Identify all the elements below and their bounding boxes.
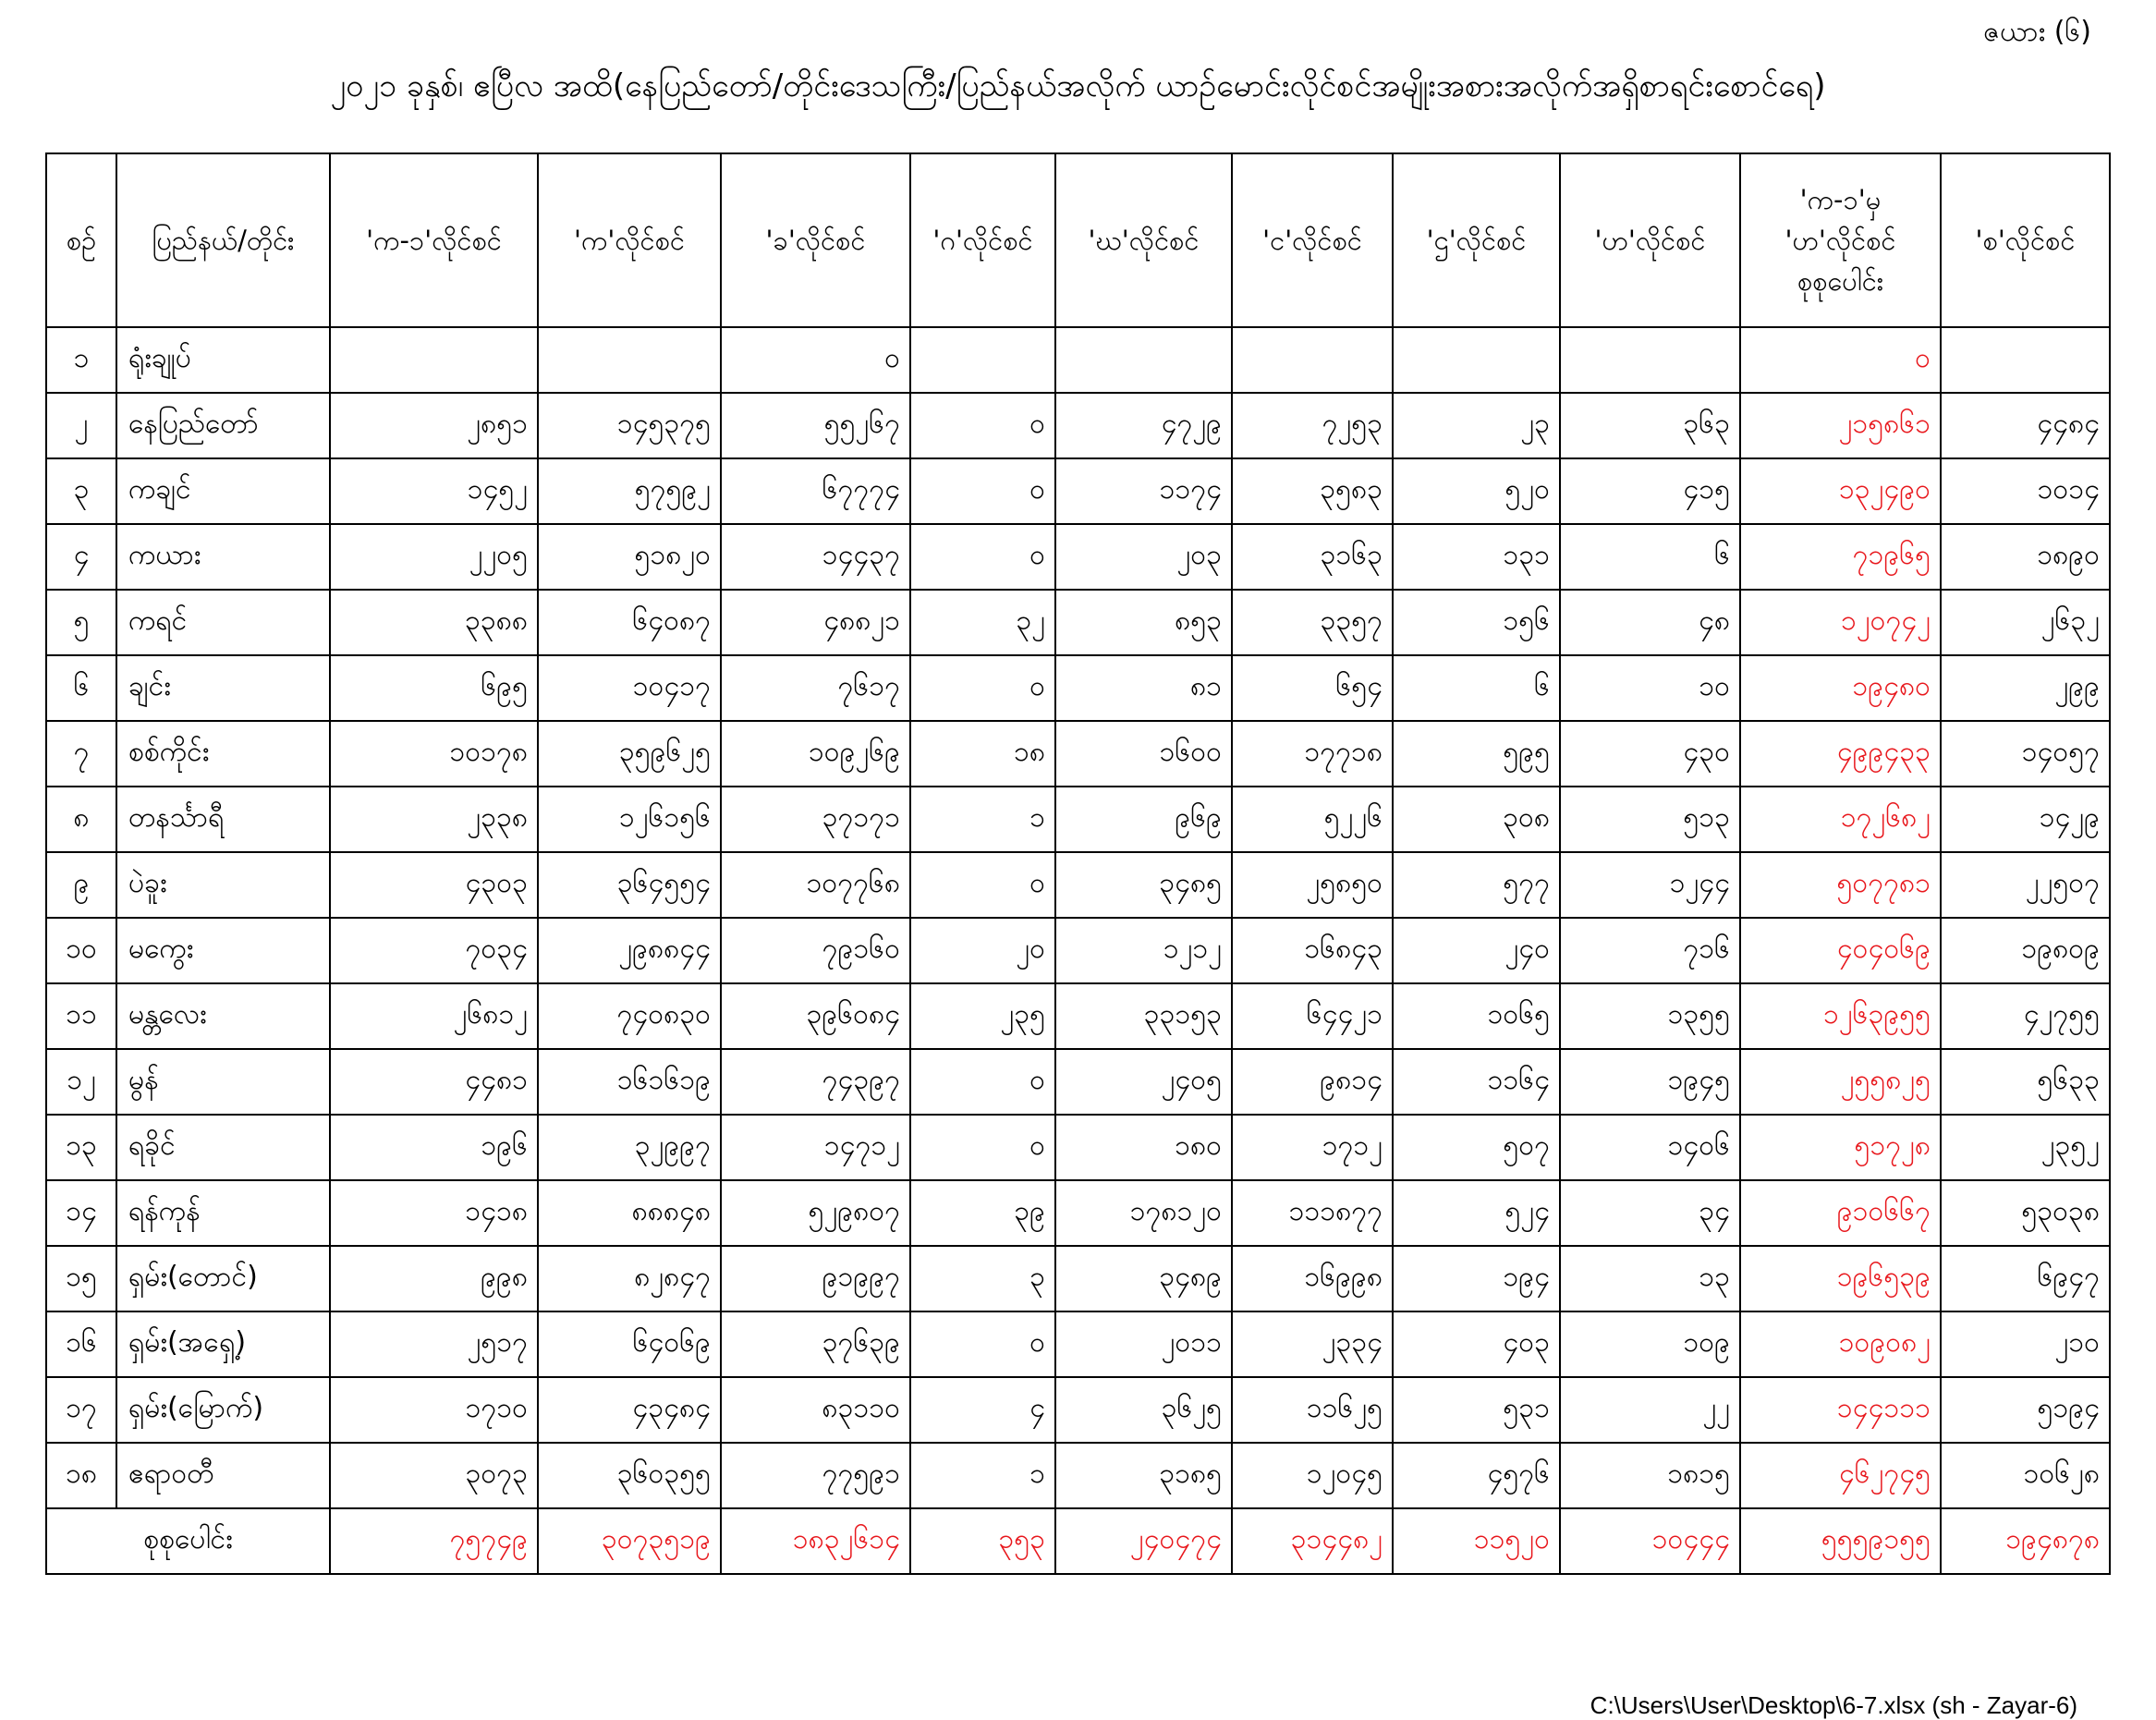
row-total-cell: ၄၉၉၄၃၃	[1740, 721, 1941, 787]
header-cell: 'က'လိုင်စင်	[538, 153, 721, 327]
value-cell: ၁၀၇၇၆၈	[721, 852, 910, 918]
row-number-cell: ၄	[46, 524, 116, 590]
value-cell: ၃၇၁၇၁	[721, 787, 910, 852]
value-cell: ၀	[910, 1115, 1055, 1180]
region-name-cell: ရန်ကုန်	[116, 1180, 330, 1246]
value-cell	[1941, 327, 2110, 393]
value-cell: ၁၀	[1560, 655, 1740, 721]
value-cell: ၅၁၃	[1560, 787, 1740, 852]
table-row	[46, 393, 2110, 458]
row-number-cell: ၁၈	[46, 1443, 116, 1508]
header-cell: 'က-၁'မှ 'ဟ'လိုင်စင် စုစုပေါင်း	[1740, 153, 1941, 327]
row-number-cell: ၅	[46, 590, 116, 655]
value-cell: ၃၃၅၇	[1232, 590, 1393, 655]
table-row	[46, 1246, 2110, 1311]
value-cell: ၃၆၂၅	[1055, 1377, 1232, 1443]
value-cell: ၁၇၁၂	[1232, 1115, 1393, 1180]
value-cell: ၁၇၈၁၂၀	[1055, 1180, 1232, 1246]
value-cell: ၂၃၅၂	[1941, 1115, 2110, 1180]
value-cell: ၇၄၀၈၃၀	[538, 983, 721, 1049]
region-name-cell: မန္တလေး	[116, 983, 330, 1049]
value-cell: ၁၉၄	[1393, 1246, 1560, 1311]
row-total-cell: ၅၀၇၇၈၁	[1740, 852, 1941, 918]
total-cell: ၅၅၅၉၁၅၅	[1740, 1508, 1941, 1574]
value-cell: ၅၀၇	[1393, 1115, 1560, 1180]
value-cell: ၇၀၃၄	[330, 918, 538, 983]
value-cell: ၃၅၈၃	[1232, 458, 1393, 524]
value-cell: ၂၉၈၈၄၄	[538, 918, 721, 983]
header-cell: စဉ်	[46, 153, 116, 327]
value-cell: ၁၀၆၂၈	[1941, 1443, 2110, 1508]
row-total-cell: ၁၄၄၁၁၁	[1740, 1377, 1941, 1443]
value-cell: ၁၆၀၀	[1055, 721, 1232, 787]
value-cell: ၃၀၈	[1393, 787, 1560, 852]
value-cell: ၃၄	[1560, 1180, 1740, 1246]
region-name-cell: မွန်	[116, 1049, 330, 1115]
value-cell: ၀	[910, 655, 1055, 721]
value-cell: ၃၃၈၈	[330, 590, 538, 655]
region-name-cell: ရှမ်း(တောင်)	[116, 1246, 330, 1311]
value-cell: ၁၄၇၁၂	[721, 1115, 910, 1180]
value-cell: ၁၄၄၃၇	[721, 524, 910, 590]
value-cell: ၄၇၂၉	[1055, 393, 1232, 458]
value-cell: ၁၇၁၀	[330, 1377, 538, 1443]
value-cell	[1055, 327, 1232, 393]
value-cell: ၃၁၆၃	[1232, 524, 1393, 590]
value-cell: ၃၃၁၅၃	[1055, 983, 1232, 1049]
total-cell: ၂၄၀၄၇၄	[1055, 1508, 1232, 1574]
row-total-cell: ၁၂၆၃၉၅၅	[1740, 983, 1941, 1049]
region-name-cell: စစ်ကိုင်း	[116, 721, 330, 787]
row-total-cell: ၄၀၄၀၆၉	[1740, 918, 1941, 983]
row-total-cell: ၇၁၉၆၅	[1740, 524, 1941, 590]
value-cell: ၁၀၁၄	[1941, 458, 2110, 524]
value-cell: ၁၂၄၄	[1560, 852, 1740, 918]
total-cell: ၁၁၅၂၀	[1393, 1508, 1560, 1574]
value-cell: ၄	[910, 1377, 1055, 1443]
value-cell: ၁၈၀	[1055, 1115, 1232, 1180]
value-cell: ၄၃၀	[1560, 721, 1740, 787]
value-cell: ၁၆၁၆၁၉	[538, 1049, 721, 1115]
row-total-cell: ၂၅၅၈၂၅	[1740, 1049, 1941, 1115]
value-cell: ၂၂	[1560, 1377, 1740, 1443]
value-cell: ၃၉၆၀၈၄	[721, 983, 910, 1049]
value-cell: ၉၆၉	[1055, 787, 1232, 852]
value-cell: ၁၈၁၅	[1560, 1443, 1740, 1508]
header-cell: 'က-၁'လိုင်စင်	[330, 153, 538, 327]
value-cell: ၆၉၅	[330, 655, 538, 721]
totals-label: စုစုပေါင်း	[46, 1508, 330, 1574]
value-cell: ၇၆၁၇	[721, 655, 910, 721]
value-cell: ၈၈၈၄၈	[538, 1180, 721, 1246]
row-total-cell: ၅၁၇၂၈	[1740, 1115, 1941, 1180]
table-row	[46, 1377, 2110, 1443]
value-cell: ၈၅၃	[1055, 590, 1232, 655]
value-cell: ၉၁၉၉၇	[721, 1246, 910, 1311]
value-cell: ၅၅၂၆၇	[721, 393, 910, 458]
value-cell: ၂၅၈၅၀	[1232, 852, 1393, 918]
value-cell: ၁၄၁၈	[330, 1180, 538, 1246]
value-cell: ၂၆၃၂	[1941, 590, 2110, 655]
value-cell: ၂၈၅၁	[330, 393, 538, 458]
row-total-cell: ၉၁၀၆၆၇	[1740, 1180, 1941, 1246]
value-cell: ၅၂၉၈၀၇	[721, 1180, 910, 1246]
value-cell: ၂၃၃၈	[330, 787, 538, 852]
value-cell	[1560, 327, 1740, 393]
total-cell: ၁၉၄၈၇၈	[1941, 1508, 2110, 1574]
table-row	[46, 1180, 2110, 1246]
header-cell: 'ဟ'လိုင်စင်	[1560, 153, 1740, 327]
value-cell: ၃၉	[910, 1180, 1055, 1246]
value-cell: ၆၄၄၂၁	[1232, 983, 1393, 1049]
value-cell: ၂၃၃၄	[1232, 1311, 1393, 1377]
row-total-cell: ၁၃၂၄၉၀	[1740, 458, 1941, 524]
value-cell: ၉၈၁၄	[1232, 1049, 1393, 1115]
region-name-cell: မကွေး	[116, 918, 330, 983]
header-cell: 'င'လိုင်စင်	[1232, 153, 1393, 327]
row-total-cell: ၁၉၄၈၀	[1740, 655, 1941, 721]
value-cell: ၄၅၇၆	[1393, 1443, 1560, 1508]
value-cell: ၅၇၅၉၂	[538, 458, 721, 524]
value-cell: ၄၄၈၁	[330, 1049, 538, 1115]
total-cell: ၁၀၄၄၄	[1560, 1508, 1740, 1574]
value-cell: ၁၁၆၄	[1393, 1049, 1560, 1115]
value-cell: ၄၂၇၅၅	[1941, 983, 2110, 1049]
header-cell: 'ခ'လိုင်စင်	[721, 153, 910, 327]
value-cell: ၂၉၉	[1941, 655, 2110, 721]
total-cell: ၃၁၄၄၈၂	[1232, 1508, 1393, 1574]
value-cell: ၃	[910, 1246, 1055, 1311]
row-total-cell: ၁၀၉၀၈၂	[1740, 1311, 1941, 1377]
value-cell: ၃၆၀၃၅၅	[538, 1443, 721, 1508]
table-number-label: ဇယား (၆)	[1983, 16, 2091, 48]
value-cell: ၆	[1393, 655, 1560, 721]
value-cell: ၃၆၃	[1560, 393, 1740, 458]
value-cell: ၁၀၁၇၈	[330, 721, 538, 787]
row-number-cell: ၈	[46, 787, 116, 852]
row-number-cell: ၁၂	[46, 1049, 116, 1115]
value-cell: ၂၀	[910, 918, 1055, 983]
value-cell: ၄၈	[1560, 590, 1740, 655]
value-cell: ၁၉၄၅	[1560, 1049, 1740, 1115]
total-cell: ၁၈၃၂၆၁၄	[721, 1508, 910, 1574]
row-total-cell: ၁၂၀၇၄၂	[1740, 590, 1941, 655]
value-cell: ၁	[910, 1443, 1055, 1508]
value-cell: ၁၁၆၂၅	[1232, 1377, 1393, 1443]
value-cell: ၅၂၀	[1393, 458, 1560, 524]
value-cell: ၂၅၁၇	[330, 1311, 538, 1377]
region-name-cell: ရှမ်း(အရှေ့)	[116, 1311, 330, 1377]
value-cell: ၁၀၄၁၇	[538, 655, 721, 721]
row-number-cell: ၁၅	[46, 1246, 116, 1311]
value-cell: ၁၄၀၅၇	[1941, 721, 2110, 787]
value-cell: ၅၂၂၆	[1232, 787, 1393, 852]
value-cell: ၁၁၇၄	[1055, 458, 1232, 524]
row-number-cell: ၃	[46, 458, 116, 524]
table-header-row	[46, 153, 2110, 327]
row-total-cell: ၂၁၅၈၆၁	[1740, 393, 1941, 458]
value-cell	[1232, 327, 1393, 393]
value-cell: ၅၃၀၃၈	[1941, 1180, 2110, 1246]
value-cell: ၃၅၉၆၂၅	[538, 721, 721, 787]
value-cell: ၁၃	[1560, 1246, 1740, 1311]
value-cell: ၄၈၈၂၁	[721, 590, 910, 655]
value-cell: ၅၃၁	[1393, 1377, 1560, 1443]
row-number-cell: ၁၀	[46, 918, 116, 983]
value-cell: ၆၇၇၇၄	[721, 458, 910, 524]
table-row	[46, 327, 2110, 393]
table-row	[46, 1049, 2110, 1115]
region-name-cell: ကရင်	[116, 590, 330, 655]
value-cell: ၁၄၂၉	[1941, 787, 2110, 852]
value-cell: ၇၄၃၉၇	[721, 1049, 910, 1115]
value-cell: ၆၄၀၈၇	[538, 590, 721, 655]
table-row	[46, 852, 2110, 918]
row-number-cell: ၉	[46, 852, 116, 918]
value-cell: ၄၄၈၄	[1941, 393, 2110, 458]
value-cell: ၁၉၈၀၉	[1941, 918, 2110, 983]
value-cell: ၅၂၄	[1393, 1180, 1560, 1246]
table-row	[46, 787, 2110, 852]
total-cell: ၃၅၃	[910, 1508, 1055, 1574]
region-name-cell: ချင်း	[116, 655, 330, 721]
value-cell: ၈၃၁၁၀	[721, 1377, 910, 1443]
table-row	[46, 918, 2110, 983]
value-cell: ၅၉၅	[1393, 721, 1560, 787]
value-cell: ၄၀၃	[1393, 1311, 1560, 1377]
region-name-cell: ကချင်	[116, 458, 330, 524]
value-cell: ၁၂၆၁၅၆	[538, 787, 721, 852]
value-cell: ၀	[910, 458, 1055, 524]
value-cell: ၄၃၄၈၄	[538, 1377, 721, 1443]
region-name-cell: ရခိုင်	[116, 1115, 330, 1180]
header-cell: 'ဌ'လိုင်စင်	[1393, 153, 1560, 327]
license-table	[45, 152, 2111, 1575]
table-row	[46, 1115, 2110, 1180]
value-cell: ၀	[910, 524, 1055, 590]
value-cell	[330, 327, 538, 393]
value-cell: ၀	[910, 1311, 1055, 1377]
table-row	[46, 983, 2110, 1049]
value-cell: ၁၀၉၂၆၉	[721, 721, 910, 787]
value-cell: ၁၄၅၃၇၅	[538, 393, 721, 458]
totals-row	[46, 1508, 2110, 1574]
value-cell: ၃၁၈၅	[1055, 1443, 1232, 1508]
table-row	[46, 524, 2110, 590]
value-cell: ၂၄၀	[1393, 918, 1560, 983]
row-total-cell: ၁၇၂၆၈၂	[1740, 787, 1941, 852]
row-number-cell: ၁၄	[46, 1180, 116, 1246]
value-cell: ၅၁၉၄	[1941, 1377, 2110, 1443]
value-cell: ၄၃၀၃	[330, 852, 538, 918]
value-cell: ၁၆၈၄၃	[1232, 918, 1393, 983]
value-cell: ၉၉၈	[330, 1246, 538, 1311]
header-cell: 'စ'လိုင်စင်	[1941, 153, 2110, 327]
value-cell: ၅၆၃၃	[1941, 1049, 2110, 1115]
row-number-cell: ၁၃	[46, 1115, 116, 1180]
row-total-cell: ၀	[1740, 327, 1941, 393]
value-cell: ၂၃၅	[910, 983, 1055, 1049]
value-cell: ၁၄၀၆	[1560, 1115, 1740, 1180]
header-cell: ပြည်နယ်/တိုင်း	[116, 153, 330, 327]
value-cell: ၅၁၈၂၀	[538, 524, 721, 590]
row-number-cell: ၂	[46, 393, 116, 458]
table-row	[46, 1311, 2110, 1377]
row-number-cell: ၁၇	[46, 1377, 116, 1443]
value-cell: ၁၀၆၅	[1393, 983, 1560, 1049]
value-cell: ၁၂၁၂	[1055, 918, 1232, 983]
value-cell: ၁၆၉၉၈	[1232, 1246, 1393, 1311]
value-cell: ၂၀၁၁	[1055, 1311, 1232, 1377]
value-cell: ၂၂၅၀၇	[1941, 852, 2110, 918]
value-cell: ၆	[1560, 524, 1740, 590]
value-cell: ၇၁၆	[1560, 918, 1740, 983]
region-name-cell: နေပြည်တော်	[116, 393, 330, 458]
value-cell: ၂၁၀	[1941, 1311, 2110, 1377]
region-name-cell: ရုံးချုပ်	[116, 327, 330, 393]
value-cell: ၃၀၇၃	[330, 1443, 538, 1508]
value-cell: ၁၈	[910, 721, 1055, 787]
table-row	[46, 458, 2110, 524]
value-cell: ၁၀၉	[1560, 1311, 1740, 1377]
table-row	[46, 655, 2110, 721]
region-name-cell: ရှမ်း(မြောက်)	[116, 1377, 330, 1443]
header-cell: 'ဂ'လိုင်စင်	[910, 153, 1055, 327]
value-cell: ၁၉၆	[330, 1115, 538, 1180]
value-cell: ၀	[910, 1049, 1055, 1115]
value-cell	[538, 327, 721, 393]
total-cell: ၇၅၇၄၉	[330, 1508, 538, 1574]
row-total-cell: ၁၉၆၅၃၉	[1740, 1246, 1941, 1311]
value-cell: ၀	[721, 327, 910, 393]
row-number-cell: ၁၆	[46, 1311, 116, 1377]
row-number-cell: ၇	[46, 721, 116, 787]
value-cell: ၇၂၅၃	[1232, 393, 1393, 458]
value-cell: ၂၂၀၅	[330, 524, 538, 590]
value-cell: ၃၄၈၅	[1055, 852, 1232, 918]
value-cell: ၆၅၄	[1232, 655, 1393, 721]
value-cell: ၁၈၉၀	[1941, 524, 2110, 590]
value-cell	[1393, 327, 1560, 393]
row-number-cell: ၁	[46, 327, 116, 393]
row-total-cell: ၄၆၂၇၄၅	[1740, 1443, 1941, 1508]
value-cell: ၁၄၅၂	[330, 458, 538, 524]
value-cell: ၄၁၅	[1560, 458, 1740, 524]
total-cell: ၃၀၇၃၅၁၉	[538, 1508, 721, 1574]
header-cell: 'ဃ'လိုင်စင်	[1055, 153, 1232, 327]
value-cell: ၁၂၀၄၅	[1232, 1443, 1393, 1508]
value-cell: ၁	[910, 787, 1055, 852]
value-cell: ၂၀၃	[1055, 524, 1232, 590]
value-cell: ၀	[910, 393, 1055, 458]
region-name-cell: ကယား	[116, 524, 330, 590]
value-cell: ၃၂	[910, 590, 1055, 655]
value-cell: ၇၉၁၆၀	[721, 918, 910, 983]
page-title: ၂၀၂၁ ခုနှစ်၊ ဧပြီလ အထိ(နေပြည်တော်/တိုင်းဒေသကြီး/ပြည်နယ်အလိုက် ယာဉ်မောင်းလိုင်စင်အမျိုးအစားအလိုက်အရှိစာရင်းစောင်ရေ)	[330, 67, 1826, 104]
value-cell: ၃၄၈၉	[1055, 1246, 1232, 1311]
file-path-footer: C:\Users\User\Desktop\6-7.xlsx (sh - Zayar-6)	[1590, 1691, 2077, 1719]
table-row	[46, 721, 2110, 787]
region-name-cell: တနင်္သာရီ	[116, 787, 330, 852]
value-cell: ၆၄၀၆၉	[538, 1311, 721, 1377]
value-cell	[910, 327, 1055, 393]
value-cell: ၈၁	[1055, 655, 1232, 721]
value-cell: ၃၂၉၉၇	[538, 1115, 721, 1180]
table-row	[46, 590, 2110, 655]
value-cell: ၈၂၈၄၇	[538, 1246, 721, 1311]
value-cell: ၁၃၁	[1393, 524, 1560, 590]
table-row	[46, 1443, 2110, 1508]
value-cell: ၂၃	[1393, 393, 1560, 458]
value-cell: ၁၅၆	[1393, 590, 1560, 655]
value-cell: ၀	[910, 852, 1055, 918]
value-cell: ၁၇၇၁၈	[1232, 721, 1393, 787]
value-cell: ၃၆၄၅၅၄	[538, 852, 721, 918]
value-cell: ၁၃၅၅	[1560, 983, 1740, 1049]
value-cell: ၂၆၈၁၂	[330, 983, 538, 1049]
value-cell: ၁၁၁၈၇၇	[1232, 1180, 1393, 1246]
region-name-cell: ပဲခူး	[116, 852, 330, 918]
value-cell: ၆၉၄၇	[1941, 1246, 2110, 1311]
value-cell: ၃၇၆၃၉	[721, 1311, 910, 1377]
region-name-cell: ဧရာဝတီ	[116, 1443, 330, 1508]
value-cell: ၂၄၀၅	[1055, 1049, 1232, 1115]
row-number-cell: ၆	[46, 655, 116, 721]
value-cell: ၇၇၅၉၁	[721, 1443, 910, 1508]
row-number-cell: ၁၁	[46, 983, 116, 1049]
value-cell: ၅၇၇	[1393, 852, 1560, 918]
